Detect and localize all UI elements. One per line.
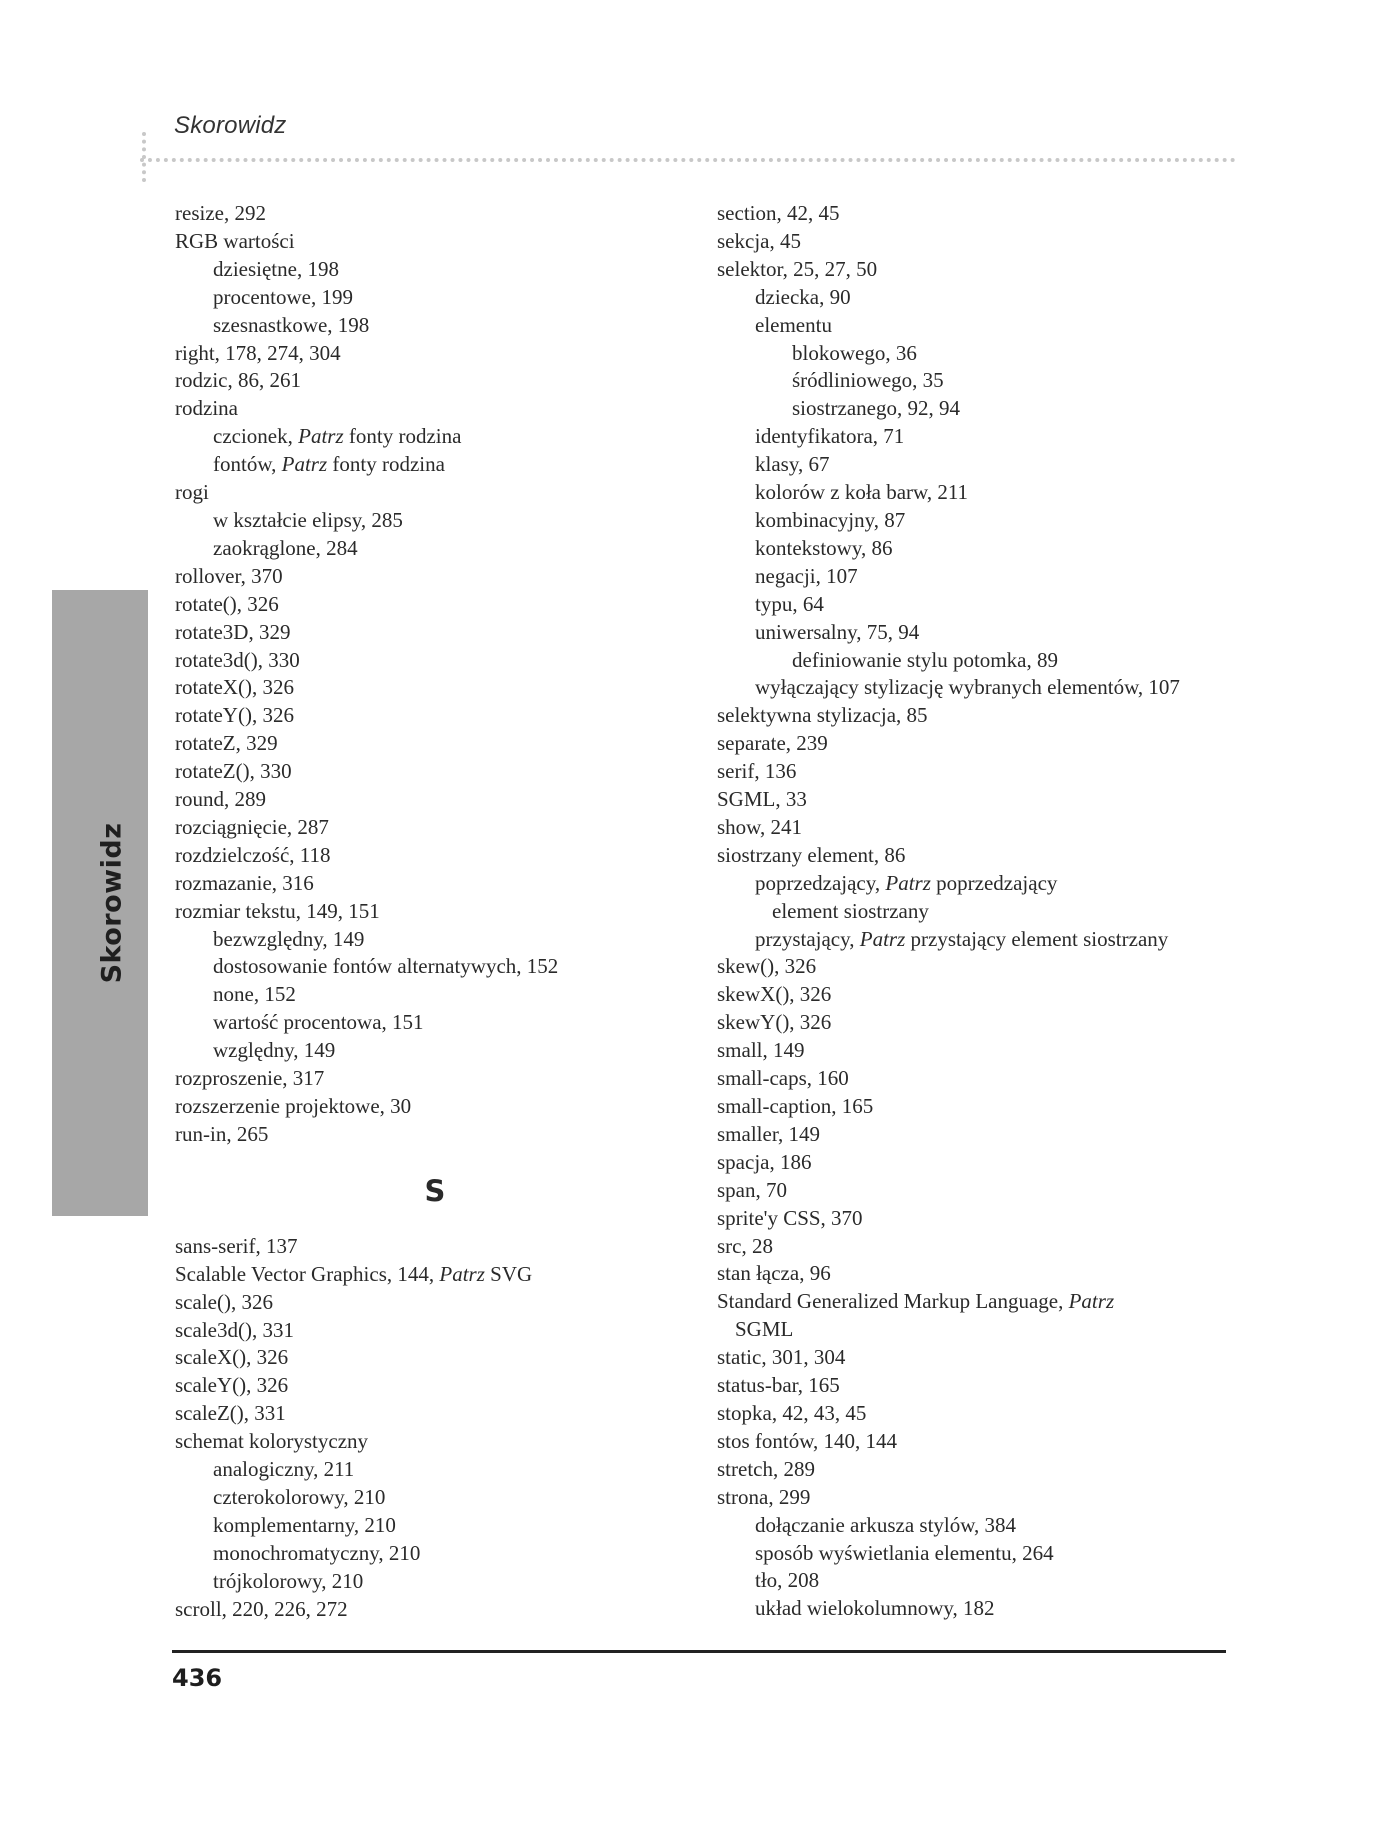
index-subentry — [175, 1009, 695, 1037]
entry-text: SVG — [484, 1261, 533, 1286]
index-entry — [717, 1009, 1237, 1037]
entry-text: rotateX(), 326 — [175, 675, 294, 700]
entry-text: small, 149 — [717, 1038, 805, 1063]
index-entry — [175, 367, 695, 395]
entry-text: czcionek, — [213, 424, 299, 449]
index-entry — [717, 1344, 1237, 1372]
entry-text: rozmiar tekstu, 149, 151 — [175, 898, 380, 923]
entry-text: selektywna stylizacja, 85 — [717, 703, 928, 728]
index-subentry — [717, 1316, 1237, 1344]
page-number: 436 — [172, 1664, 223, 1692]
index-subentry — [717, 674, 1237, 702]
index-subentry — [175, 1568, 695, 1596]
entry-text: small-caption, 165 — [717, 1094, 874, 1118]
entry-text: rodzic, 86, 261 — [175, 368, 301, 393]
entry-text: trójkolorowy, 210 — [213, 1568, 364, 1593]
entry-text: rotate(), 326 — [175, 591, 279, 616]
entry-text: rozmazanie, 316 — [175, 870, 314, 895]
index-entry — [717, 1288, 1237, 1316]
entry-text: right, 178, 274, 304 — [175, 340, 341, 365]
entry-text: static, 301, 304 — [717, 1345, 846, 1370]
entry-text: kombinacyjny, 87 — [755, 507, 906, 532]
index-entry — [175, 340, 695, 368]
entry-text: skewY(), 326 — [717, 1010, 832, 1035]
index-column-left — [175, 200, 695, 1624]
entry-text: układ wielokolumnowy, 182 — [755, 1596, 995, 1621]
index-subentry — [175, 256, 695, 284]
footer-rule — [172, 1650, 1226, 1653]
index-entry — [717, 1149, 1237, 1177]
entry-text: stopka, 42, 43, 45 — [717, 1400, 867, 1425]
entry-text: smaller, 149 — [717, 1121, 820, 1146]
index-entry — [717, 981, 1237, 1009]
index-subentry — [717, 284, 1237, 312]
index-entry — [175, 1372, 695, 1400]
side-tab-label: Skorowidz — [96, 822, 128, 984]
entry-text: SGML — [735, 1317, 794, 1342]
entry-text: RGB wartości — [175, 228, 295, 253]
entry-text: stos fontów, 140, 144 — [717, 1428, 898, 1453]
index-subentry — [717, 423, 1237, 451]
entry-text: szesnastkowe, 198 — [213, 312, 370, 337]
entry-text: identyfikatora, 71 — [755, 424, 905, 449]
entry-text: rozciągnięcie, 287 — [175, 814, 329, 839]
entry-text: rogi — [175, 480, 209, 505]
index-entry — [717, 702, 1237, 730]
index-entry — [717, 1065, 1237, 1093]
entry-text: rotateZ, 329 — [175, 731, 278, 756]
index-entry — [717, 1372, 1237, 1400]
index-entry — [175, 1400, 695, 1428]
entry-text: względny, 149 — [213, 1038, 336, 1063]
index-entry — [175, 730, 695, 758]
index-entry — [175, 1317, 695, 1345]
entry-text: rotate3d(), 330 — [175, 647, 300, 672]
index-subentry — [717, 451, 1237, 479]
index-column-right — [717, 200, 1237, 1623]
index-entry — [175, 1093, 695, 1121]
index-subentry — [175, 423, 695, 451]
entry-text: sekcja, 45 — [717, 228, 801, 253]
entry-text: selektor, 25, 27, 50 — [717, 256, 878, 281]
entry-text: procentowe, 199 — [213, 284, 353, 309]
index-entry — [717, 1400, 1237, 1428]
entry-text: rotateY(), 326 — [175, 703, 294, 728]
index-subentry — [717, 479, 1237, 507]
index-entry — [175, 647, 695, 675]
entry-text: negacji, 107 — [755, 563, 858, 588]
entry-text: rollover, 370 — [175, 563, 283, 588]
entry-text: serif, 136 — [717, 759, 797, 784]
index-subentry — [717, 1595, 1237, 1623]
index-subentry — [717, 870, 1237, 898]
entry-text: poprzedzający — [930, 870, 1058, 895]
index-entry — [717, 1233, 1237, 1261]
index-subentry — [717, 1540, 1237, 1568]
entry-text: bezwzględny, 149 — [213, 926, 365, 951]
entry-text: sprite'y CSS, 370 — [717, 1205, 863, 1230]
running-head: Skorowidz — [174, 112, 287, 139]
index-entry — [175, 563, 695, 591]
index-entry — [717, 1484, 1237, 1512]
entry-text: show, 241 — [717, 814, 802, 839]
index-entry — [175, 395, 695, 423]
entry-text: src, 28 — [717, 1233, 773, 1258]
index-entry — [175, 1289, 695, 1317]
index-entry — [717, 953, 1237, 981]
index-entry — [175, 842, 695, 870]
entry-text: section, 42, 45 — [717, 201, 840, 225]
entry-text: Standard Generalized Markup Language, — [717, 1289, 1069, 1314]
index-subentry — [717, 647, 1237, 675]
index-entry — [717, 1093, 1237, 1121]
index-subentry — [175, 1540, 695, 1568]
cross-reference-term: Patrz — [1068, 1289, 1115, 1314]
entry-text: round, 289 — [175, 787, 266, 812]
entry-text: siostrzanego, 92, 94 — [792, 396, 960, 421]
entry-text: resize, 292 — [175, 201, 266, 225]
index-subentry — [717, 535, 1237, 563]
index-subentry — [175, 507, 695, 535]
index-entry — [717, 730, 1237, 758]
index-entry — [175, 870, 695, 898]
index-entry — [175, 1428, 695, 1456]
entry-text: uniwersalny, 75, 94 — [755, 619, 920, 644]
entry-text: przystający element siostrzany — [905, 926, 1169, 951]
index-subentry — [175, 451, 695, 479]
entry-text: scaleX(), 326 — [175, 1345, 289, 1370]
index-entry — [175, 758, 695, 786]
entry-text: element siostrzany — [772, 898, 929, 923]
index-subentry — [717, 507, 1237, 535]
entry-text: run-in, 265 — [175, 1121, 269, 1146]
index-subentry — [717, 898, 1237, 926]
entry-text: klasy, 67 — [755, 452, 830, 477]
index-entry — [717, 1205, 1237, 1233]
entry-text: fonty rodzina — [327, 452, 445, 477]
entry-text: sans-serif, 137 — [175, 1233, 298, 1258]
index-entry — [717, 1260, 1237, 1288]
entry-text: dostosowanie fontów alternatywych, 152 — [213, 954, 559, 979]
entry-text: dołączanie arkusza stylów, 384 — [755, 1512, 1017, 1537]
index-subentry — [717, 926, 1237, 954]
index-entry — [717, 1428, 1237, 1456]
index-entry — [175, 898, 695, 926]
entry-text: definiowanie stylu potomka, 89 — [792, 647, 1058, 672]
entry-text: rozproszenie, 317 — [175, 1066, 325, 1091]
entry-text: spacja, 186 — [717, 1149, 812, 1174]
entry-text: skew(), 326 — [717, 954, 817, 979]
index-entry — [175, 674, 695, 702]
index-entry — [175, 479, 695, 507]
entry-text: small-caps, 160 — [717, 1066, 849, 1091]
entry-text: scale(), 326 — [175, 1289, 273, 1314]
entry-text: rozszerzenie projektowe, 30 — [175, 1094, 412, 1118]
cross-reference-term: Patrz — [298, 424, 344, 449]
index-subentry — [717, 1567, 1237, 1595]
index-subentry — [175, 981, 695, 1009]
entry-text: w kształcie elipsy, 285 — [213, 507, 403, 532]
index-subentry — [175, 535, 695, 563]
cross-reference-term: Patrz — [281, 452, 328, 477]
index-entry — [175, 1233, 695, 1261]
entry-text: typu, 64 — [755, 591, 824, 616]
entry-text: analogiczny, 211 — [213, 1457, 355, 1482]
entry-text: komplementarny, 210 — [213, 1512, 396, 1537]
index-entry — [717, 1177, 1237, 1205]
index-subentry — [175, 926, 695, 954]
cross-reference-term: Patrz — [885, 870, 931, 895]
section-heading-letter: S — [424, 1173, 446, 1208]
entry-text: poprzedzający, — [755, 870, 886, 895]
index-subentry — [175, 953, 695, 981]
index-entry — [717, 814, 1237, 842]
entry-text: rodzina — [175, 396, 238, 421]
cross-reference-term: Patrz — [439, 1261, 485, 1286]
entry-text: rotateZ(), 330 — [175, 759, 292, 784]
entry-text: scroll, 220, 226, 272 — [175, 1596, 348, 1621]
entry-text: kolorów z koła barw, 211 — [755, 480, 969, 505]
entry-text: blokowego, 36 — [792, 340, 917, 365]
index-entry — [175, 1344, 695, 1372]
index-entry — [175, 1596, 695, 1624]
index-subentry — [717, 1512, 1237, 1540]
entry-text: siostrzany element, 86 — [717, 842, 906, 867]
index-subentry — [175, 1512, 695, 1540]
entry-text: dziecka, 90 — [755, 284, 851, 309]
index-subentry — [717, 367, 1237, 395]
index-entry — [175, 702, 695, 730]
entry-text: strona, 299 — [717, 1484, 811, 1509]
index-entry — [717, 842, 1237, 870]
header-corner-ornament — [142, 132, 166, 182]
entry-text: scaleZ(), 331 — [175, 1401, 286, 1426]
index-entry — [717, 228, 1237, 256]
cross-reference-term: Patrz — [859, 926, 906, 951]
header-dotted-rule — [140, 158, 1236, 162]
entry-text: tło, 208 — [755, 1568, 820, 1593]
index-entry — [175, 228, 695, 256]
index-subentry — [175, 1037, 695, 1065]
index-subentry — [175, 1484, 695, 1512]
index-entry — [175, 1261, 695, 1289]
entry-text: none, 152 — [213, 982, 296, 1007]
index-subentry — [175, 284, 695, 312]
entry-text: span, 70 — [717, 1177, 787, 1202]
index-subentry — [175, 1456, 695, 1484]
entry-text: scaleY(), 326 — [175, 1373, 289, 1398]
index-subentry — [717, 340, 1237, 368]
entry-text: scale3d(), 331 — [175, 1317, 294, 1342]
entry-text: śródliniowego, 35 — [792, 368, 944, 393]
entry-text: separate, 239 — [717, 731, 828, 756]
index-entry — [175, 786, 695, 814]
entry-text: dziesiętne, 198 — [213, 256, 339, 281]
entry-text: status-bar, 165 — [717, 1373, 840, 1398]
entry-text: stan łącza, 96 — [717, 1261, 831, 1286]
entry-text: fonty rodzina — [343, 424, 462, 449]
entry-text: wyłączający stylizację wybranych elementów, 107 — [755, 675, 1180, 700]
entry-text: wartość procentowa, 151 — [213, 1010, 424, 1035]
entry-text: skewX(), 326 — [717, 982, 832, 1007]
index-entry — [717, 1456, 1237, 1484]
entry-text: kontekstowy, 86 — [755, 535, 893, 560]
entry-text: rozdzielczość, 118 — [175, 842, 331, 867]
entry-text: stretch, 289 — [717, 1456, 815, 1481]
entry-text: schemat kolorystyczny — [175, 1429, 369, 1454]
index-subentry — [175, 312, 695, 340]
index-subentry — [717, 312, 1237, 340]
index-subentry — [717, 563, 1237, 591]
entry-text: monochromatyczny, 210 — [213, 1540, 421, 1565]
index-entry — [175, 1121, 695, 1149]
index-entry — [717, 1037, 1237, 1065]
index-entry — [717, 200, 1237, 228]
index-entry — [717, 786, 1237, 814]
index-subentry — [717, 591, 1237, 619]
index-entry — [175, 591, 695, 619]
index-subentry — [717, 619, 1237, 647]
index-entry — [717, 256, 1237, 284]
index-entry — [175, 1065, 695, 1093]
index-entry — [717, 1121, 1237, 1149]
entry-text: fontów, — [213, 452, 282, 477]
index-entry — [175, 619, 695, 647]
index-entry — [717, 758, 1237, 786]
entry-text: elementu — [755, 312, 832, 337]
entry-text: SGML, 33 — [717, 787, 807, 812]
entry-text: zaokrąglone, 284 — [213, 535, 358, 560]
index-subentry — [717, 395, 1237, 423]
index-entry — [175, 814, 695, 842]
entry-text: czterokolorowy, 210 — [213, 1484, 386, 1509]
entry-text: Scalable Vector Graphics, 144, — [175, 1261, 440, 1286]
entry-text: rotate3D, 329 — [175, 619, 291, 644]
index-entry — [175, 200, 695, 228]
entry-text: przystający, — [755, 926, 860, 951]
entry-text: sposób wyświetlania elementu, 264 — [755, 1540, 1054, 1565]
